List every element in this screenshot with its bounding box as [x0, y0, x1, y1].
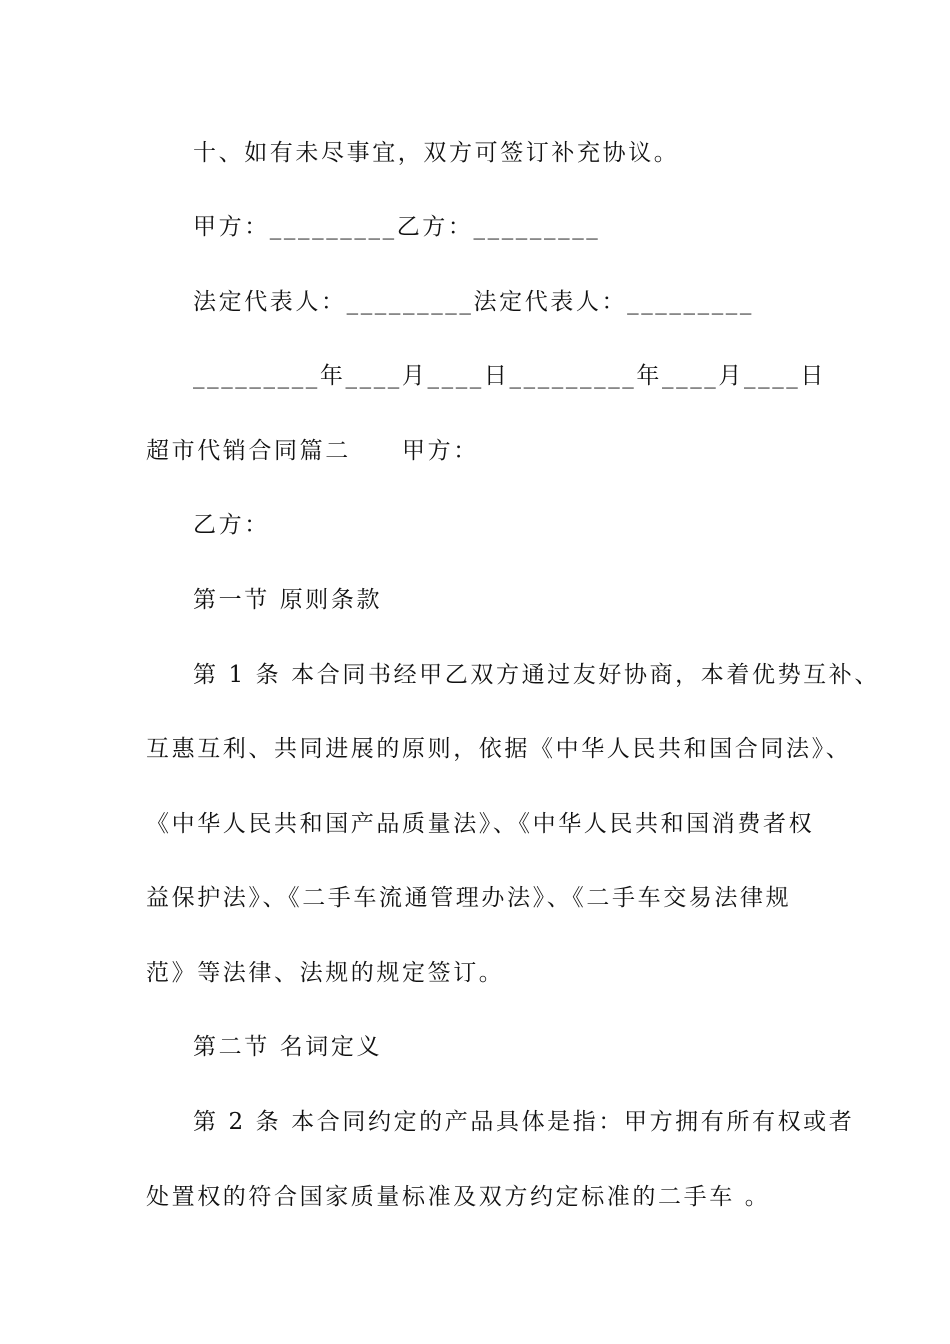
section-title-contract-two: 超市代销合同篇二 甲方： — [146, 438, 479, 464]
clause-10-text: 十、如有未尽事宜，双方可签订补充协议。 — [193, 140, 680, 166]
article-1-line-1: 第 1 条 本合同书经甲乙双方通过友好协商，本着优势互补、 — [193, 662, 880, 688]
party-signature-line: 甲方：_________乙方：_________ — [193, 214, 601, 240]
section-heading-principles: 第一节 原则条款 — [193, 587, 383, 613]
article-1-line-4: 益保护法》、《二手车流通管理办法》、《二手车交易法律规 — [146, 885, 792, 911]
article-1-line-5: 范》等法律、法规的规定签订。 — [146, 960, 505, 986]
date-line: _________年____月____日_________年____月____日 — [193, 363, 826, 389]
article-2-line-2: 处置权的符合国家质量标准及双方约定标准的二手车 。 — [146, 1184, 771, 1210]
party-b-label: 乙方： — [193, 512, 270, 538]
section-heading-definitions: 第二节 名词定义 — [193, 1034, 383, 1060]
article-2-line-1: 第 2 条 本合同约定的产品具体是指：甲方拥有所有权或者 — [193, 1109, 855, 1135]
legal-representative-line: 法定代表人：_________法定代表人：_________ — [193, 289, 754, 315]
article-1-line-2: 互惠互利、共同进展的原则，依据《中华人民共和国合同法》、 — [146, 736, 852, 762]
article-1-line-3: 《中华人民共和国产品质量法》、《中华人民共和国消费者权 — [146, 811, 815, 837]
